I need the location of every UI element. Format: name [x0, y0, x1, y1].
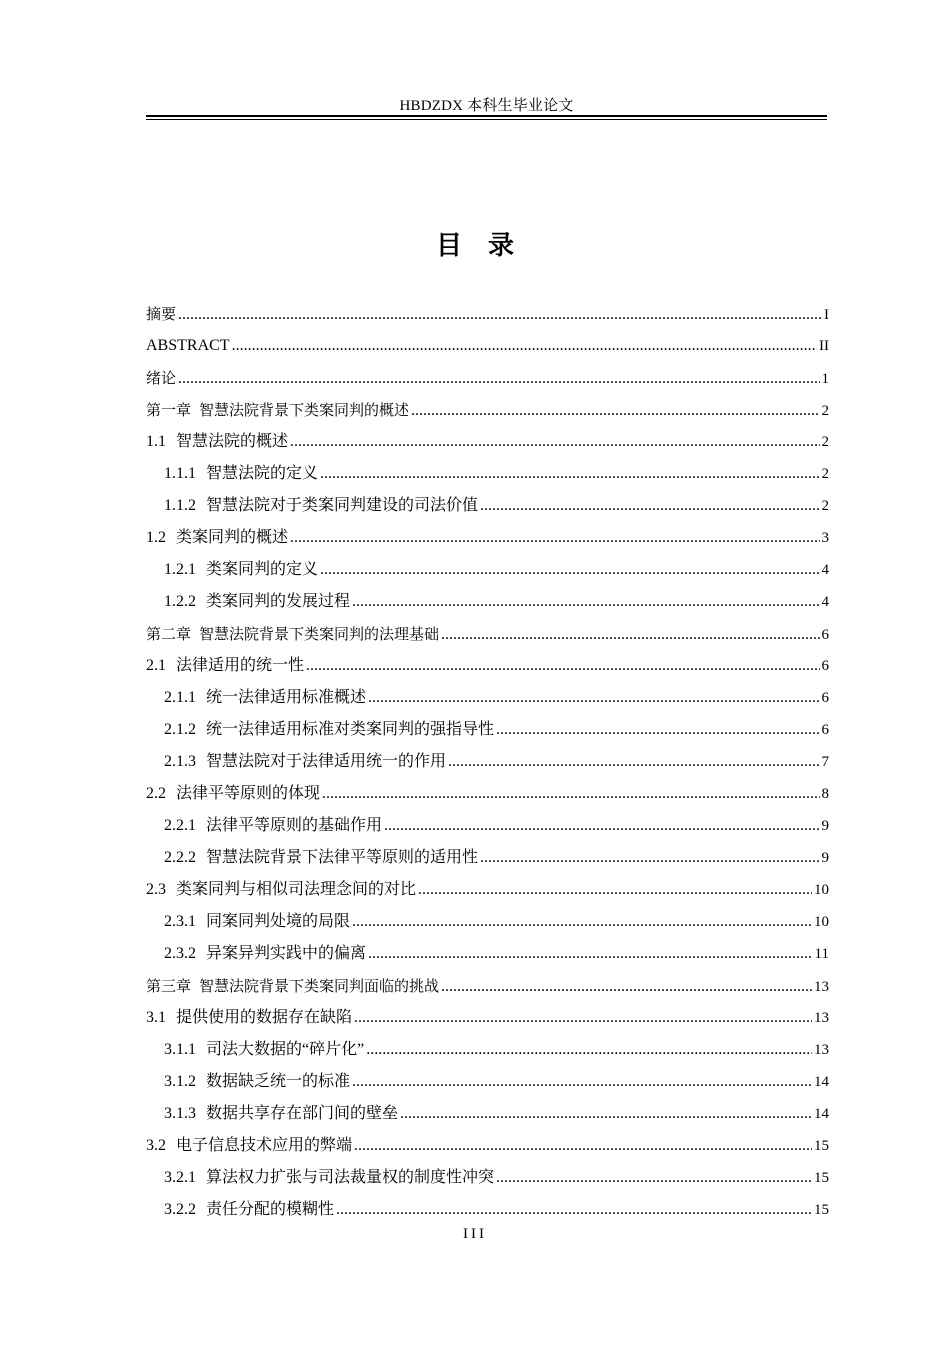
- toc-entry-label: [146, 1130, 352, 1162]
- page-number: III: [463, 1226, 487, 1242]
- toc-entry-label: [146, 970, 439, 1002]
- toc-entry-text: 法律适用的统一性: [176, 657, 305, 674]
- toc-entry-page: 3: [821, 530, 829, 546]
- toc-entry[interactable]: [146, 714, 829, 746]
- toc-entry[interactable]: [146, 522, 829, 554]
- toc-entry-text: 智慧法院对于类案同判建设的司法价值: [206, 497, 479, 514]
- toc-entry-number: 3.1: [146, 1009, 166, 1026]
- toc-leader-dots: [178, 299, 822, 331]
- toc-entry-label: [164, 714, 494, 746]
- toc-entry-text: 统一法律适用标准对类案同判的强指导性: [206, 721, 495, 738]
- toc-entry-number: 3.1.1: [164, 1041, 196, 1058]
- toc-entry-page: 11: [814, 946, 829, 962]
- page-header: HBDZDX 本科生毕业论文: [399, 98, 574, 114]
- toc-leader-dots: [496, 1162, 812, 1194]
- toc-entry-label: [146, 394, 409, 426]
- toc-entry-number: 3.1.2: [164, 1073, 196, 1090]
- toc-entry-page: 6: [821, 627, 829, 643]
- toc-entry-text: 智慧法院的概述: [176, 433, 289, 450]
- toc-entry-label: [146, 426, 288, 458]
- toc-entry-text: 电子信息技术应用的弊端: [176, 1137, 353, 1154]
- toc-entry[interactable]: [146, 1002, 829, 1034]
- toc-leader-dots: [320, 458, 819, 490]
- toc-entry[interactable]: [146, 842, 829, 874]
- toc-entry[interactable]: [146, 1066, 829, 1098]
- toc-entry-label: [164, 810, 382, 842]
- toc-entry-number: 第二章: [146, 625, 192, 643]
- toc-entry-text: 类案同判的发展过程: [206, 593, 351, 610]
- toc-entry-page: 2: [821, 498, 829, 514]
- toc-entry-page: II: [819, 338, 829, 354]
- toc-entry-page: 2: [821, 403, 829, 419]
- toc-entry-label: [146, 1002, 352, 1034]
- toc-entry-label: [164, 1098, 398, 1130]
- toc-leader-dots: [352, 906, 812, 938]
- toc-leader-dots: [384, 810, 819, 842]
- toc-entry[interactable]: [146, 874, 829, 906]
- toc-entry[interactable]: [146, 1162, 829, 1194]
- toc-entry-number: 3.1.3: [164, 1105, 196, 1122]
- toc-entry-label: [146, 874, 416, 906]
- toc-entry-number: 1.1.2: [164, 497, 196, 514]
- toc-entry-label: [146, 522, 288, 554]
- toc-entry[interactable]: [146, 586, 829, 618]
- toc-entry-text: 异案异判实践中的偏离: [206, 945, 367, 962]
- toc-leader-dots: [320, 554, 819, 586]
- toc-entry-label: [164, 746, 446, 778]
- toc-entry-text: 数据缺乏统一的标准: [206, 1073, 351, 1090]
- toc-entry[interactable]: [146, 490, 829, 522]
- toc-entry[interactable]: [146, 650, 829, 682]
- toc-entry-number: 2.2.1: [164, 817, 196, 834]
- toc-entry-label: [164, 1162, 494, 1194]
- toc-entry-page: 4: [821, 562, 829, 578]
- toc-entry-text: 智慧法院背景下法律平等原则的适用性: [206, 849, 479, 866]
- toc-entry[interactable]: [146, 394, 829, 426]
- toc-leader-dots: [354, 1130, 812, 1162]
- toc-entry-label: [146, 778, 320, 810]
- toc-entry[interactable]: [146, 970, 829, 1002]
- toc-entry-number: 1.2: [146, 529, 166, 546]
- toc-entry-page: 1: [821, 371, 829, 387]
- toc-entry[interactable]: [146, 1034, 829, 1066]
- toc-entry-label: [164, 554, 318, 586]
- toc-entry[interactable]: [146, 618, 829, 650]
- toc-entry-label: [146, 362, 176, 394]
- toc-entry-text: 智慧法院背景下类案同判的概述: [199, 401, 410, 419]
- toc-entry-label: [164, 906, 350, 938]
- toc-entry-label: [164, 1034, 364, 1066]
- toc-leader-dots: [366, 1034, 812, 1066]
- toc-entry-text: 统一法律适用标准概述: [206, 689, 367, 706]
- toc-entry-number: 3.2.1: [164, 1169, 196, 1186]
- toc-leader-dots: [418, 874, 812, 906]
- toc-entry-page: 15: [814, 1202, 829, 1218]
- toc-entry[interactable]: [146, 1130, 829, 1162]
- toc-entry-label: [164, 1194, 334, 1226]
- toc-entry-page: 10: [814, 882, 829, 898]
- toc-entry-text: ABSTRACT: [146, 337, 230, 354]
- toc-entry-text: 类案同判与相似司法理念间的对比: [176, 881, 417, 898]
- toc-entry-page: 6: [821, 722, 829, 738]
- toc-entry-label: [164, 458, 318, 490]
- toc-leader-dots: [352, 1066, 812, 1098]
- toc-entry[interactable]: [146, 458, 829, 490]
- toc-entry-number: 2.2: [146, 785, 166, 802]
- toc-entry-text: 摘要: [146, 305, 177, 323]
- toc-entry[interactable]: [146, 778, 829, 810]
- toc-entry-page: 13: [814, 1010, 829, 1026]
- toc-leader-dots: [448, 746, 819, 778]
- toc-entry-page: I: [824, 307, 829, 323]
- toc-entry-page: 15: [814, 1138, 829, 1154]
- toc-entry-page: 14: [814, 1106, 829, 1122]
- toc-entry-text: 法律平等原则的体现: [176, 785, 321, 802]
- toc-leader-dots: [336, 1194, 812, 1226]
- toc-leader-dots: [441, 971, 812, 1003]
- toc-leader-dots: [411, 395, 819, 427]
- toc-entry-number: 1.1: [146, 433, 166, 450]
- toc-entry-label: [164, 490, 478, 522]
- toc-entry-number: 2.3.1: [164, 913, 196, 930]
- toc-entry-number: 3.2: [146, 1137, 166, 1154]
- toc-entry[interactable]: [146, 426, 829, 458]
- toc-leader-dots: [368, 682, 819, 714]
- toc-entry[interactable]: [146, 330, 829, 362]
- toc-leader-dots: [480, 842, 819, 874]
- toc-entry[interactable]: [146, 1194, 829, 1226]
- toc-leader-dots: [441, 619, 819, 651]
- toc-entry[interactable]: [146, 810, 829, 842]
- toc-leader-dots: [354, 1002, 812, 1034]
- toc-entry-page: 7: [821, 754, 829, 770]
- toc-entry-number: 第一章: [146, 401, 192, 419]
- toc-entry-text: 同案同判处境的局限: [206, 913, 351, 930]
- toc-entry[interactable]: [146, 362, 829, 394]
- toc-entry-number: 2.3.2: [164, 945, 196, 962]
- toc-entry-number: 2.3: [146, 881, 166, 898]
- header-rule-thin: [146, 119, 827, 120]
- toc-entry-text: 智慧法院对于法律适用统一的作用: [206, 753, 447, 770]
- toc-leader-dots: [352, 586, 819, 618]
- toc-entry-page: 6: [821, 690, 829, 706]
- toc-leader-dots: [368, 938, 813, 970]
- toc-entry-number: 1.2.1: [164, 561, 196, 578]
- toc-entry-number: 2.2.2: [164, 849, 196, 866]
- toc-entry-number: 2.1.3: [164, 753, 196, 770]
- toc-entry-page: 9: [821, 850, 829, 866]
- toc-entry-page: 4: [821, 594, 829, 610]
- toc-entry-text: 算法权力扩张与司法裁量权的制度性冲突: [206, 1169, 495, 1186]
- toc-entry-text: 绪论: [146, 369, 177, 387]
- toc-leader-dots: [496, 714, 819, 746]
- toc-leader-dots: [290, 426, 819, 458]
- toc-entry-page: 8: [821, 786, 829, 802]
- table-of-contents: [146, 298, 829, 1226]
- toc-entry-label: [146, 330, 230, 362]
- toc-entry[interactable]: [146, 1098, 829, 1130]
- toc-entry-number: 第三章: [146, 977, 192, 995]
- toc-leader-dots: [178, 363, 819, 395]
- toc-leader-dots: [232, 330, 817, 362]
- toc-entry-label: [164, 1066, 350, 1098]
- toc-leader-dots: [306, 650, 819, 682]
- toc-leader-dots: [290, 522, 819, 554]
- toc-entry-number: 2.1.1: [164, 689, 196, 706]
- toc-entry-label: [164, 586, 350, 618]
- toc-entry-page: 9: [821, 818, 829, 834]
- toc-entry-label: [146, 618, 439, 650]
- toc-entry-page: 6: [821, 658, 829, 674]
- toc-title: 目录: [435, 231, 540, 261]
- toc-entry[interactable]: [146, 682, 829, 714]
- toc-entry-text: 智慧法院背景下类案同判的法理基础: [199, 625, 440, 643]
- toc-entry-number: 1.2.2: [164, 593, 196, 610]
- toc-entry-text: 提供使用的数据存在缺陷: [176, 1009, 353, 1026]
- toc-entry-label: [146, 298, 176, 330]
- toc-entry-text: 法律平等原则的基础作用: [206, 817, 383, 834]
- toc-entry-page: 15: [814, 1170, 829, 1186]
- toc-entry-page: 2: [821, 434, 829, 450]
- header-rule-thick: [146, 115, 827, 117]
- toc-entry[interactable]: [146, 554, 829, 586]
- toc-entry-page: 13: [814, 1042, 829, 1058]
- toc-entry-text: 司法大数据的“碎片化”: [206, 1041, 365, 1058]
- toc-entry-text: 数据共享存在部门间的壁垒: [206, 1105, 399, 1122]
- toc-entry-text: 类案同判的概述: [176, 529, 289, 546]
- toc-entry-text: 责任分配的模糊性: [206, 1201, 335, 1218]
- toc-entry-number: 2.1.2: [164, 721, 196, 738]
- toc-entry[interactable]: [146, 938, 829, 970]
- toc-entry-text: 类案同判的定义: [206, 561, 319, 578]
- toc-entry[interactable]: [146, 906, 829, 938]
- toc-leader-dots: [400, 1098, 812, 1130]
- toc-entry[interactable]: [146, 746, 829, 778]
- toc-entry-label: [146, 650, 304, 682]
- toc-entry[interactable]: [146, 298, 829, 330]
- toc-entry-label: [164, 938, 366, 970]
- toc-entry-text: 智慧法院的定义: [206, 465, 319, 482]
- toc-entry-page: 10: [814, 914, 829, 930]
- toc-entry-label: [164, 842, 478, 874]
- toc-entry-number: 1.1.1: [164, 465, 196, 482]
- toc-entry-page: 2: [821, 466, 829, 482]
- toc-entry-number: 2.1: [146, 657, 166, 674]
- toc-entry-number: 3.2.2: [164, 1201, 196, 1218]
- toc-leader-dots: [322, 778, 819, 810]
- toc-entry-page: 14: [814, 1074, 829, 1090]
- toc-entry-text: 智慧法院背景下类案同判面临的挑战: [199, 977, 440, 995]
- toc-entry-label: [164, 682, 366, 714]
- toc-entry-page: 13: [814, 979, 829, 995]
- toc-leader-dots: [480, 490, 819, 522]
